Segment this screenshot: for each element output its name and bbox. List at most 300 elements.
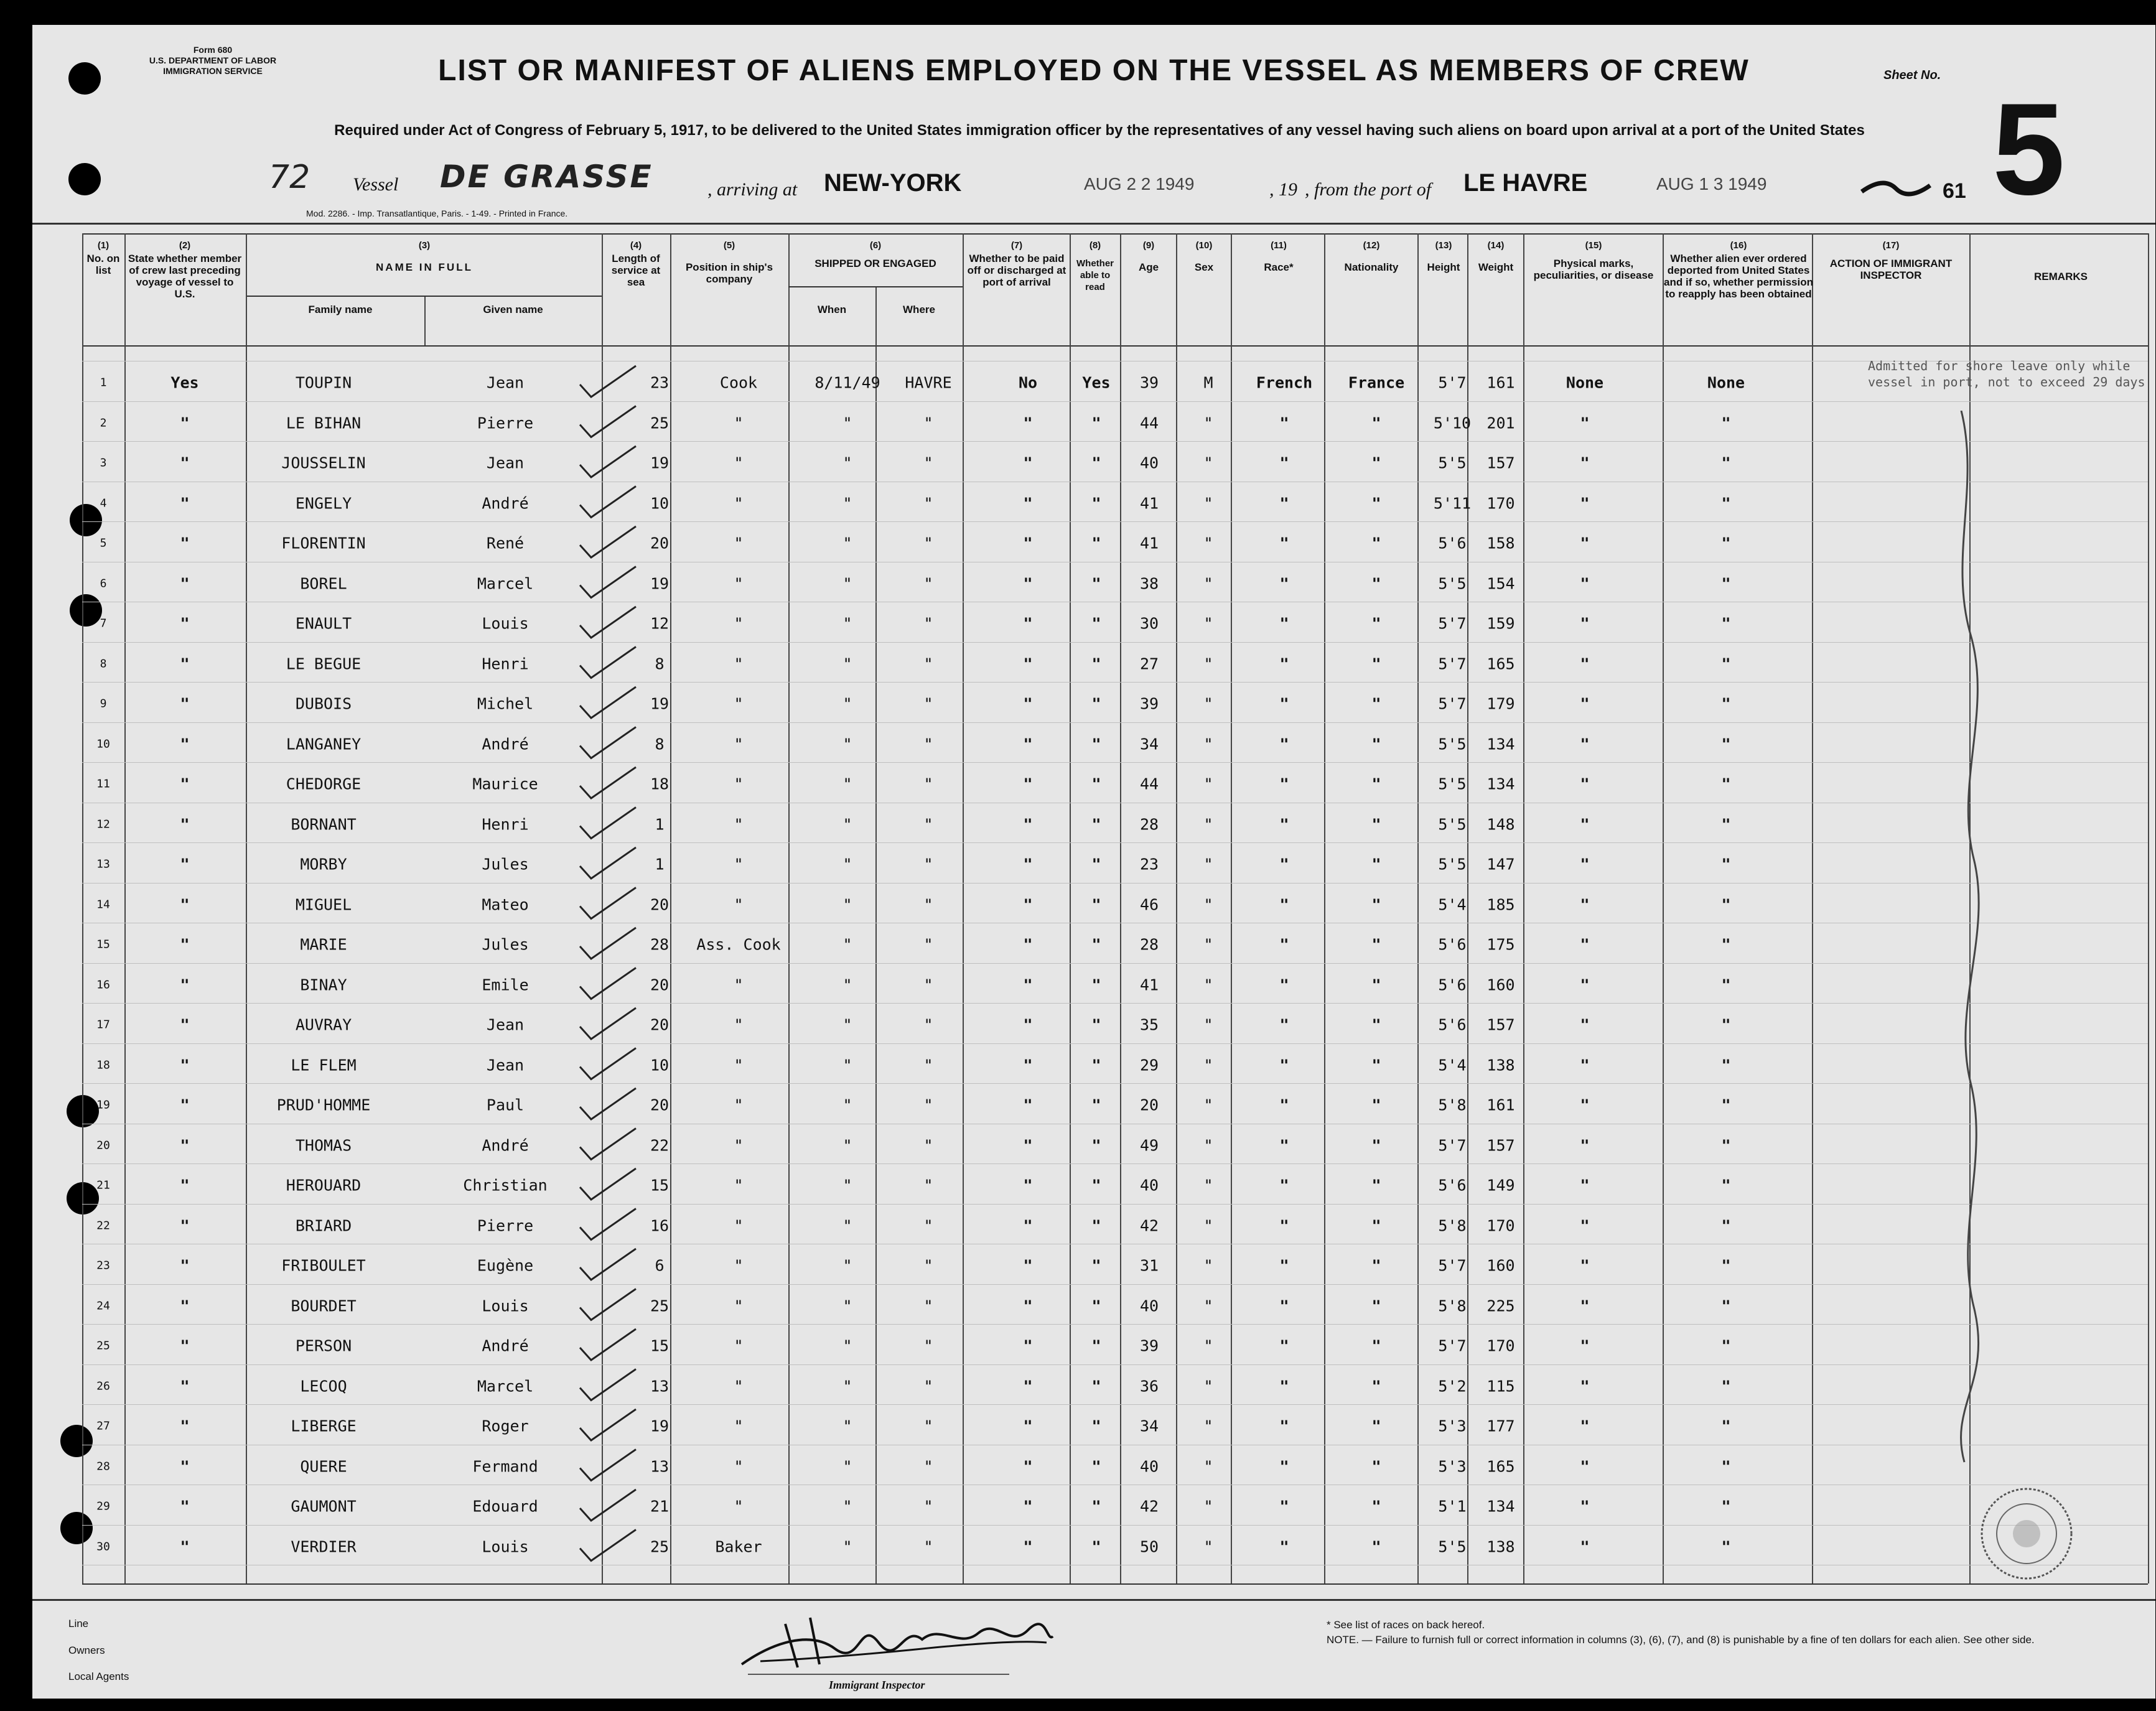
cell-length-of-service: 10: [650, 1056, 670, 1075]
cell-nationality: ": [1371, 775, 1381, 793]
cell-paid-off: ": [1023, 1537, 1033, 1556]
cell-weight: 148: [1486, 815, 1515, 834]
inspector-label: Immigrant Inspector: [829, 1679, 925, 1691]
cell-physical-marks: ": [1580, 614, 1590, 633]
shipped-subrule: [788, 286, 963, 287]
cell-age: 28: [1139, 815, 1159, 834]
cell-weight: 154: [1486, 574, 1515, 593]
cell-length-of-service: 6: [655, 1256, 665, 1275]
cell-sex: ": [1203, 1537, 1213, 1556]
cell-age: 20: [1139, 1096, 1159, 1114]
cell-age: 30: [1139, 614, 1159, 633]
cell-age: 44: [1139, 414, 1159, 432]
cell-position: ": [734, 414, 744, 432]
cell-physical-marks: ": [1580, 494, 1590, 513]
cell-race: ": [1279, 775, 1289, 793]
cell-deported: ": [1721, 935, 1731, 954]
col-header-name: (3) NAME IN FULL: [376, 240, 473, 273]
cell-shipped-where: HAVRE: [905, 373, 952, 392]
checkmark: [580, 1168, 636, 1200]
cell-family-name: BOREL: [300, 574, 347, 593]
cell-position: ": [734, 454, 744, 472]
cell-shipped-where: ": [923, 775, 933, 793]
cell-previous-voyage: ": [180, 895, 190, 914]
cell-physical-marks: ": [1580, 1216, 1590, 1235]
cell-position: ": [734, 1056, 744, 1075]
cell-weight: 179: [1486, 694, 1515, 713]
cell-length-of-service: 8: [655, 655, 665, 673]
row-rule: [82, 1364, 2148, 1365]
punch-hole: [68, 163, 101, 195]
cell-weight: 170: [1486, 1336, 1515, 1355]
checkmark: [580, 647, 636, 678]
cell-nationality: ": [1371, 1256, 1381, 1275]
col-header-action: (17) ACTION OF IMMIGRANT INSPECTOR: [1829, 240, 1953, 281]
cell-family-name: LANGANEY: [286, 735, 362, 753]
cell-position: ": [734, 655, 744, 673]
cell-sex: ": [1203, 494, 1213, 513]
cell-shipped-when: ": [842, 1136, 852, 1155]
service: IMMIGRATION SERVICE: [163, 66, 263, 76]
cell-shipped-where: ": [923, 1136, 933, 1155]
cell-row-number: 25: [96, 1339, 110, 1353]
cell-height: 5'6: [1438, 935, 1467, 954]
cell-race: ": [1279, 1377, 1289, 1396]
cell-family-name: ENGELY: [295, 494, 352, 513]
cell-physical-marks: ": [1580, 735, 1590, 753]
cell-sex: ": [1203, 694, 1213, 713]
from-port-label: , from the port of: [1305, 179, 1432, 200]
cell-paid-off: ": [1023, 1336, 1033, 1355]
cell-shipped-where: ": [923, 454, 933, 472]
cell-race: ": [1279, 1015, 1289, 1034]
cell-deported: ": [1721, 1457, 1731, 1476]
cell-shipped-where: ": [923, 1457, 933, 1476]
checkmark: [580, 1209, 636, 1240]
cell-weight: 138: [1486, 1537, 1515, 1556]
cell-previous-voyage: ": [180, 1457, 190, 1476]
cell-sex: ": [1203, 614, 1213, 633]
row-rule: [82, 1324, 2148, 1325]
cell-shipped-where: ": [923, 1497, 933, 1516]
cell-paid-off: ": [1023, 1256, 1033, 1275]
cell-position: ": [734, 494, 744, 513]
col-header-height: (13) Height: [1427, 240, 1460, 273]
checkmark: [580, 727, 636, 758]
cell-row-number: 28: [96, 1460, 110, 1473]
cell-given-name: Louis: [482, 1297, 529, 1315]
cell-family-name: DUBOIS: [295, 694, 352, 713]
cell-position: Ass. Cook: [696, 935, 781, 954]
cell-sex: ": [1203, 815, 1213, 834]
cell-family-name: FRIBOULET: [281, 1256, 366, 1275]
cell-able-to-read: ": [1091, 1297, 1101, 1315]
cell-race: ": [1279, 574, 1289, 593]
cell-height: 5'8: [1438, 1297, 1467, 1315]
checkmark-column: [567, 361, 661, 1580]
cell-race: ": [1279, 1136, 1289, 1155]
checkmark: [580, 1048, 636, 1079]
col-header-race: (11) Race*: [1264, 240, 1294, 273]
cell-deported: ": [1721, 1176, 1731, 1195]
footer-rule: [32, 1599, 2155, 1601]
cell-shipped-when: ": [842, 414, 852, 432]
cell-length-of-service: 20: [650, 976, 670, 994]
cell-paid-off: ": [1023, 1377, 1033, 1396]
cell-given-name: Jean: [486, 1056, 525, 1075]
cell-given-name: Roger: [482, 1417, 529, 1435]
cell-able-to-read: ": [1091, 1056, 1101, 1075]
cell-previous-voyage: ": [180, 976, 190, 994]
cell-height: 5'7: [1438, 1256, 1467, 1275]
col-header-deported: (16) Whether alien ever ordered deported from United States and if so, whether permission to reapply has been obtained: [1664, 240, 1813, 300]
cell-physical-marks: ": [1580, 655, 1590, 673]
cell-height: 5'7: [1438, 1136, 1467, 1155]
cell-able-to-read: ": [1091, 895, 1101, 914]
checkmark: [580, 968, 636, 999]
cell-age: 42: [1139, 1216, 1159, 1235]
cell-height: 5'6: [1438, 534, 1467, 552]
remarks-wavy-line: [1936, 411, 2005, 1468]
cell-physical-marks: ": [1580, 534, 1590, 552]
col-header-age: (9) Age: [1138, 240, 1159, 273]
cell-sex: ": [1203, 1336, 1213, 1355]
cell-nationality: ": [1371, 1336, 1381, 1355]
cell-length-of-service: 13: [650, 1457, 670, 1476]
cell-position: ": [734, 735, 744, 753]
cell-family-name: QUERE: [300, 1457, 347, 1476]
cell-paid-off: ": [1023, 1136, 1033, 1155]
cell-weight: 157: [1486, 1015, 1515, 1034]
cell-length-of-service: 10: [650, 494, 670, 513]
cell-shipped-where: ": [923, 1297, 933, 1315]
cell-shipped-where: ": [923, 1537, 933, 1556]
cell-family-name: LECOQ: [300, 1377, 347, 1396]
cell-position: ": [734, 1336, 744, 1355]
cell-sex: ": [1203, 534, 1213, 552]
cell-family-name: LE BIHAN: [286, 414, 362, 432]
cell-sex: ": [1203, 1377, 1213, 1396]
cell-previous-voyage: ": [180, 1297, 190, 1315]
signature-line: [748, 1674, 1009, 1675]
cell-given-name: Maurice: [472, 775, 538, 793]
cell-shipped-where: ": [923, 1096, 933, 1114]
cell-deported: ": [1721, 574, 1731, 593]
cell-weight: 170: [1486, 494, 1515, 513]
cell-race: ": [1279, 694, 1289, 713]
cell-able-to-read: ": [1091, 855, 1101, 874]
cell-physical-marks: ": [1580, 574, 1590, 593]
cell-length-of-service: 20: [650, 534, 670, 552]
cell-height: 5'7: [1438, 373, 1467, 392]
cell-previous-voyage: ": [180, 454, 190, 472]
cell-family-name: THOMAS: [295, 1136, 352, 1155]
cell-physical-marks: ": [1580, 775, 1590, 793]
cell-able-to-read: ": [1091, 1537, 1101, 1556]
header-rule: [32, 223, 2155, 225]
cell-shipped-when: ": [842, 1336, 852, 1355]
cell-able-to-read: ": [1091, 1457, 1101, 1476]
cell-length-of-service: 1: [655, 855, 665, 874]
cell-race: ": [1279, 414, 1289, 432]
cell-age: 41: [1139, 976, 1159, 994]
cell-physical-marks: ": [1580, 1056, 1590, 1075]
cell-nationality: France: [1348, 373, 1405, 392]
cell-shipped-when: ": [842, 534, 852, 552]
col-header-when: When: [817, 304, 847, 315]
checkmark: [580, 1329, 636, 1360]
cell-physical-marks: ": [1580, 694, 1590, 713]
col-header-remarks: REMARKS: [2034, 271, 2088, 282]
cell-physical-marks: ": [1580, 1136, 1590, 1155]
cell-paid-off: ": [1023, 534, 1033, 552]
cell-shipped-when: ": [842, 494, 852, 513]
cell-weight: 134: [1486, 775, 1515, 793]
cell-nationality: ": [1371, 735, 1381, 753]
checkmark: [580, 1530, 636, 1561]
cell-deported: ": [1721, 494, 1731, 513]
cell-given-name: Marcel: [477, 574, 534, 593]
cell-nationality: ": [1371, 1377, 1381, 1396]
cell-height: 5'10: [1433, 414, 1472, 432]
cell-row-number: 12: [96, 818, 110, 831]
cell-age: 34: [1139, 1417, 1159, 1435]
cell-shipped-where: ": [923, 735, 933, 753]
cell-row-number: 27: [96, 1419, 110, 1433]
cell-nationality: ": [1371, 1096, 1381, 1114]
checkmark: [580, 567, 636, 598]
cell-shipped-where: ": [923, 694, 933, 713]
cell-deported: ": [1721, 655, 1731, 673]
cell-sex: ": [1203, 1136, 1213, 1155]
checkmark: [580, 607, 636, 638]
cell-paid-off: ": [1023, 1497, 1033, 1516]
cell-family-name: CHEDORGE: [286, 775, 362, 793]
cell-previous-voyage: Yes: [170, 373, 199, 392]
cell-row-number: 13: [96, 857, 110, 871]
row-rule: [82, 642, 2148, 643]
cell-able-to-read: ": [1091, 1216, 1101, 1235]
cell-given-name: Paul: [486, 1096, 525, 1114]
cell-shipped-when: ": [842, 1537, 852, 1556]
cell-weight: 134: [1486, 1497, 1515, 1516]
cell-shipped-when: 8/11/49: [814, 373, 880, 392]
cell-family-name: LE BEGUE: [286, 655, 362, 673]
cell-paid-off: ": [1023, 614, 1033, 633]
cell-family-name: MIGUEL: [295, 895, 352, 914]
cell-paid-off: ": [1023, 454, 1033, 472]
cell-paid-off: ": [1023, 1176, 1033, 1195]
cell-shipped-when: ": [842, 855, 852, 874]
cell-given-name: Jean: [486, 373, 525, 392]
cell-given-name: Louis: [482, 614, 529, 633]
cell-sex: ": [1203, 655, 1213, 673]
cell-length-of-service: 20: [650, 1015, 670, 1034]
cell-age: 29: [1139, 1056, 1159, 1075]
vessel-name: DE GRASSE: [440, 159, 653, 195]
cell-row-number: 18: [96, 1058, 110, 1072]
cell-position: ": [734, 574, 744, 593]
cell-age: 40: [1139, 1176, 1159, 1195]
row-rule: [82, 963, 2148, 964]
checkmark: [580, 888, 636, 919]
cell-position: ": [734, 1297, 744, 1315]
cell-shipped-when: ": [842, 614, 852, 633]
cell-family-name: PRUD'HOMME: [276, 1096, 371, 1114]
cell-weight: 185: [1486, 895, 1515, 914]
cell-height: 5'5: [1438, 775, 1467, 793]
cell-paid-off: ": [1023, 494, 1033, 513]
cell-row-number: 23: [96, 1259, 110, 1272]
cell-able-to-read: ": [1091, 1417, 1101, 1435]
cell-shipped-where: ": [923, 895, 933, 914]
cell-sex: ": [1203, 895, 1213, 914]
cell-previous-voyage: ": [180, 775, 190, 793]
cell-row-number: 6: [100, 577, 107, 590]
remarks-text: Admitted for shore leave only while vessel in port, not to exceed 29 days: [1868, 358, 2145, 389]
cell-weight: 157: [1486, 1136, 1515, 1155]
cell-weight: 161: [1486, 1096, 1515, 1114]
cell-age: 23: [1139, 855, 1159, 874]
cell-previous-voyage: ": [180, 494, 190, 513]
cell-deported: ": [1721, 855, 1731, 874]
checkmark: [580, 1490, 636, 1521]
cell-sex: ": [1203, 1417, 1213, 1435]
cell-previous-voyage: ": [180, 1417, 190, 1435]
name-subrule: [247, 296, 602, 297]
cell-height: 5'5: [1438, 855, 1467, 874]
cell-weight: 149: [1486, 1176, 1515, 1195]
checkmark: [580, 1129, 636, 1160]
cell-shipped-when: ": [842, 895, 852, 914]
cell-paid-off: ": [1023, 655, 1033, 673]
page-title: LIST OR MANIFEST OF ALIENS EMPLOYED ON THE VESSEL AS MEMBERS OF CREW: [438, 54, 1750, 87]
cell-shipped-when: ": [842, 454, 852, 472]
cell-nationality: ": [1371, 1417, 1381, 1435]
row-rule: [82, 1163, 2148, 1164]
cell-row-number: 9: [100, 697, 107, 711]
cell-race: ": [1279, 494, 1289, 513]
cell-physical-marks: ": [1580, 1537, 1590, 1556]
handwritten-mark: 72: [269, 159, 310, 196]
row-rule: [82, 722, 2148, 723]
cell-deported: ": [1721, 895, 1731, 914]
column-rule: [2148, 233, 2149, 1583]
cell-able-to-read: ": [1091, 574, 1101, 593]
cell-length-of-service: 19: [650, 574, 670, 593]
cell-family-name: LIBERGE: [291, 1417, 357, 1435]
checkmark: [580, 767, 636, 798]
cell-weight: 201: [1486, 414, 1515, 432]
local-agents-label: Local Agents: [68, 1671, 129, 1682]
cell-shipped-when: ": [842, 1216, 852, 1235]
cell-position: ": [734, 775, 744, 793]
cell-previous-voyage: ": [180, 1176, 190, 1195]
cell-deported: ": [1721, 1417, 1731, 1435]
checkmark: [580, 1289, 636, 1320]
port-of-departure: LE HAVRE: [1463, 169, 1588, 197]
row-rule: [82, 1284, 2148, 1285]
cell-nationality: ": [1371, 1497, 1381, 1516]
cell-sex: M: [1203, 373, 1213, 392]
cell-given-name: Edouard: [472, 1497, 538, 1516]
cell-deported: ": [1721, 1297, 1731, 1315]
cell-able-to-read: ": [1091, 614, 1101, 633]
cell-shipped-when: ": [842, 694, 852, 713]
cell-nationality: ": [1371, 454, 1381, 472]
cell-deported: ": [1721, 735, 1731, 753]
cell-given-name: Louis: [482, 1537, 529, 1556]
cell-row-number: 20: [96, 1139, 110, 1152]
cell-deported: ": [1721, 1096, 1731, 1114]
cell-sex: ": [1203, 1256, 1213, 1275]
cell-position: ": [734, 1417, 744, 1435]
cell-family-name: ENAULT: [295, 614, 352, 633]
cell-given-name: Christian: [463, 1176, 548, 1195]
cell-shipped-when: ": [842, 655, 852, 673]
consular-seal: [1977, 1484, 2076, 1583]
cell-position: ": [734, 534, 744, 552]
fine-note: NOTE. — Failure to furnish full or correct information in columns (3), (6), (7), and (8) is punishable by a fine of ten dollars for each alien. See other side.: [1327, 1634, 2035, 1646]
cell-sex: ": [1203, 855, 1213, 874]
cell-length-of-service: 25: [650, 1297, 670, 1315]
cell-nationality: ": [1371, 414, 1381, 432]
cell-age: 40: [1139, 1297, 1159, 1315]
cell-height: 5'6: [1438, 976, 1467, 994]
departure-date-stamp: AUG 1 3 1949: [1656, 174, 1767, 193]
cell-deported: ": [1721, 976, 1731, 994]
year-label: , 19: [1269, 179, 1297, 200]
row-rule: [82, 1525, 2148, 1526]
cell-family-name: BORNANT: [291, 815, 357, 834]
cell-weight: 175: [1486, 935, 1515, 954]
cell-able-to-read: ": [1091, 655, 1101, 673]
cell-given-name: Pierre: [477, 1216, 534, 1235]
footer-notes: [1327, 1618, 2098, 1648]
cell-previous-voyage: ": [180, 414, 190, 432]
cell-able-to-read: ": [1091, 1497, 1101, 1516]
row-rule: [82, 682, 2148, 683]
cell-shipped-when: ": [842, 1377, 852, 1396]
cell-previous-voyage: ": [180, 855, 190, 874]
cell-physical-marks: ": [1580, 1015, 1590, 1034]
checkmark: [580, 526, 636, 557]
cell-age: 49: [1139, 1136, 1159, 1155]
cell-race: ": [1279, 976, 1289, 994]
cell-deported: ": [1721, 454, 1731, 472]
cell-given-name: André: [482, 1136, 529, 1155]
cell-height: 5'3: [1438, 1457, 1467, 1476]
checkmark: [580, 687, 636, 718]
col-header-read: (8) Whether able to read: [1076, 240, 1114, 292]
cell-paid-off: ": [1023, 855, 1033, 874]
line-label: Line: [68, 1618, 89, 1629]
cell-shipped-when: ": [842, 1417, 852, 1435]
cell-given-name: Jules: [482, 935, 529, 954]
cell-physical-marks: ": [1580, 815, 1590, 834]
cell-nationality: ": [1371, 895, 1381, 914]
cell-sex: ": [1203, 1497, 1213, 1516]
cell-nationality: ": [1371, 1297, 1381, 1315]
manifest-sheet: [32, 25, 2155, 1699]
col-header-previous-voyage: (2) State whether member of crew last preceding voyage of vessel to U.S.: [128, 240, 242, 300]
row-rule: [82, 1404, 2148, 1405]
cell-height: 5'1: [1438, 1497, 1467, 1516]
cell-sex: ": [1203, 935, 1213, 954]
cell-height: 5'5: [1438, 815, 1467, 834]
cell-shipped-when: ": [842, 976, 852, 994]
cell-given-name: Henri: [482, 655, 529, 673]
